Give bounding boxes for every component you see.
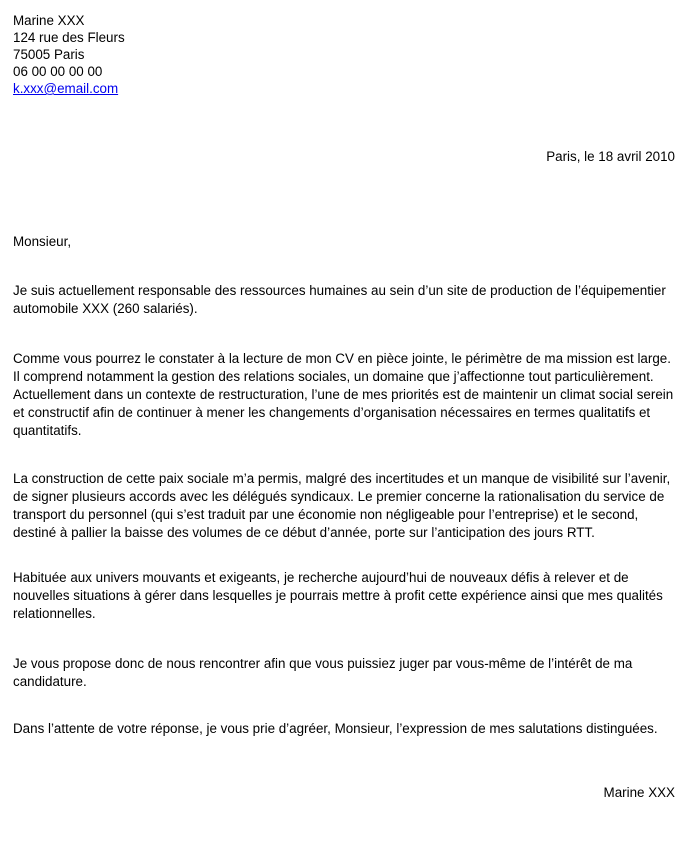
body-paragraph-4: Habituée aux univers mouvants et exigeants, je recherche aujourd’hui de nouveaux défis à relever et de nouvelles situations à gérer dans lesquelles je pourrais mettre à profit cette expérience ainsi que mes qualités relationnelles. [13, 570, 663, 621]
sender-address-city: 75005 Paris [13, 47, 85, 62]
body-paragraph-3: La construction de cette paix sociale m’a permis, malgré des incertitudes et un manque de visibilité sur l’avenir, de signer plusieurs accords avec les délégués syndicaux. Le premier concerne la rationalisation du service de transport du personnel (qui s’est traduit par une économie non négligeable pour l’entreprise) et le second, destiné à pallier la baisse des volumes de ce début d’année, porte sur l’anticipation des jours RTT. [13, 471, 671, 540]
sender-name: Marine XXX [13, 13, 85, 28]
sender-phone: 06 00 00 00 00 [13, 64, 103, 79]
body-paragraph-6: Dans l’attente de votre réponse, je vous prie d’agréer, Monsieur, l’expression de mes salutations distinguées. [13, 721, 658, 736]
date-line: Paris, le 18 avril 2010 [546, 149, 675, 164]
salutation: Monsieur, [13, 234, 72, 249]
sender-email-link[interactable]: k.xxx@email.com [13, 81, 119, 96]
body-paragraph-2: Comme vous pourrez le constater à la lecture de mon CV en pièce jointe, le périmètre de ma mission est large. Il comprend notamment la gestion des relations sociales, un domaine que j’affectionne tout particulièrement. Actuellement dans un contexte de restructuration, l’une de mes priorités est de maintenir un climat social serein et constructif afin de continuer à mener les changements d’organisation nécessaires en termes qualitatifs et quantitatifs. [13, 351, 674, 438]
sender-address-street: 124 rue des Fleurs [13, 30, 125, 45]
sender-block [13, 12, 675, 97]
signature: Marine XXX [603, 785, 675, 800]
body-paragraph-1: Je suis actuellement responsable des ressources humaines au sein d’un site de production de l’équipementier automobile XXX (260 salariés). [13, 283, 666, 316]
body-paragraph-5: Je vous propose donc de nous rencontrer afin que vous puissiez juger par vous-même de l’intérêt de ma candidature. [13, 656, 633, 689]
